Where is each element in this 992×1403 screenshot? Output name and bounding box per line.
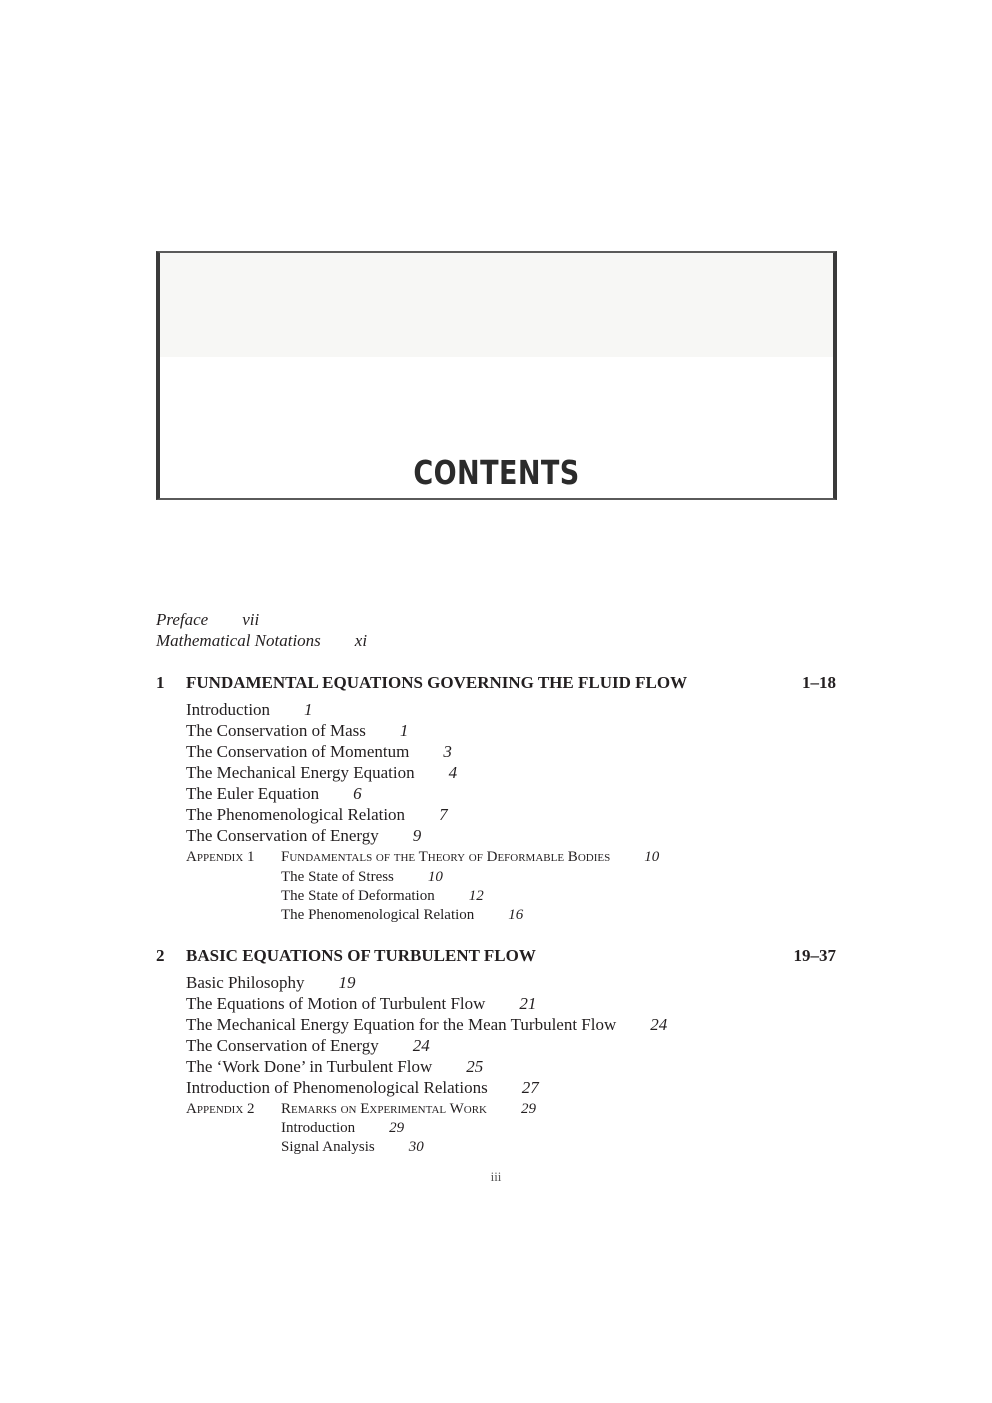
toc-entry-label: Introduction: [281, 1120, 356, 1136]
contents-title-box: [156, 251, 837, 500]
toc-entry: [186, 806, 448, 823]
toc-entry-page: 30: [408, 1139, 424, 1155]
toc-entry-page: 7: [439, 805, 448, 824]
toc-entry: [186, 827, 421, 844]
chapter-1-number: 1: [156, 673, 165, 692]
toc-entry-page: 4: [448, 763, 458, 782]
toc-entry-page: 3: [443, 742, 452, 761]
toc-entry-label: The Phenomenological Relation: [281, 907, 475, 923]
toc-entry: [186, 722, 408, 739]
toc-entry-label: The Conservation of Mass: [186, 721, 366, 740]
toc-entry: [186, 1016, 667, 1033]
toc-entry-label: The Conservation of Energy: [186, 826, 379, 845]
appendix-2-label: Appendix 2: [186, 1101, 255, 1117]
toc-subentry: [281, 870, 443, 885]
toc-entry-label: The Mechanical Energy Equation: [186, 763, 415, 782]
toc-entry-label: The ‘Work Done’ in Turbulent Flow: [186, 1057, 433, 1076]
toc-subentry: [281, 1121, 404, 1136]
toc-front-preface: [156, 611, 259, 628]
chapter-2-pages: 19–37: [793, 946, 836, 965]
toc-entry-label: Signal Analysis: [281, 1139, 375, 1155]
toc-entry-page: 1: [399, 721, 409, 740]
toc-entry-label: Preface: [156, 610, 209, 629]
toc-entry-label: The Mechanical Energy Equation for the Mean Turbulent Flow: [186, 1015, 617, 1034]
chapter-2-title: BASIC EQUATIONS OF TURBULENT FLOW: [186, 946, 536, 965]
appendix-page: 10: [644, 849, 660, 865]
toc-entry: [186, 701, 313, 718]
toc-entry: [186, 1079, 539, 1096]
appendix-1-label: Appendix 1: [186, 849, 255, 865]
toc-entry-page: 19: [338, 973, 356, 992]
toc-entry: [186, 1037, 430, 1054]
toc-entry: [186, 995, 536, 1012]
toc-entry-page: 27: [521, 1078, 539, 1097]
toc-entry-page: 12: [468, 888, 484, 904]
toc-entry-page: 9: [412, 826, 422, 845]
toc-subentry: [281, 908, 523, 923]
toc-entry-page: 1: [304, 700, 313, 719]
toc-entry-label: Introduction of Phenomenological Relations: [186, 1078, 488, 1097]
appendix-title-text: Fundamentals of the Theory of Deformable Bodies: [281, 849, 611, 865]
appendix-2-title: [281, 1101, 536, 1118]
appendix-title-text: Remarks on Experimental Work: [281, 1101, 487, 1117]
toc-entry-label: The Phenomenological Relation: [186, 805, 406, 824]
toc-entry-label: Introduction: [186, 700, 271, 719]
toc-entry-page: 10: [427, 869, 443, 885]
toc-entry: [186, 743, 452, 760]
toc-entry: [186, 764, 457, 781]
toc-entry-page: 24: [412, 1036, 430, 1055]
chapter-1-title: FUNDAMENTAL EQUATIONS GOVERNING THE FLUID FLOW: [186, 673, 688, 692]
toc-entry-label: The Conservation of Energy: [186, 1036, 379, 1055]
page-title: CONTENTS: [413, 453, 580, 492]
toc-entry-page: vii: [242, 610, 260, 629]
toc-entry-page: 25: [466, 1057, 484, 1076]
toc-entry-page: 6: [353, 784, 362, 803]
toc-entry: [186, 785, 362, 802]
toc-entry-label: Basic Philosophy: [186, 973, 305, 992]
toc-entry-page: 16: [508, 907, 524, 923]
toc-entry-page: 29: [389, 1120, 405, 1136]
toc-entry-label: The Equations of Motion of Turbulent Flow: [186, 994, 486, 1013]
toc-subentry: [281, 1140, 424, 1155]
page-number: iii: [490, 1169, 502, 1184]
chapter-2-number: 2: [156, 946, 165, 965]
appendix-1-title: [281, 849, 659, 866]
toc-entry-label: Mathematical Notations: [156, 631, 321, 650]
toc-entry-page: 21: [519, 994, 537, 1013]
toc-entry-label: The State of Deformation: [281, 888, 435, 904]
toc-entry-label: The Conservation of Momentum: [186, 742, 410, 761]
toc-entry: [186, 974, 356, 991]
toc-entry-page: xi: [354, 631, 368, 650]
appendix-page: 29: [521, 1101, 536, 1117]
toc-subentry: [281, 889, 484, 904]
toc-entry-label: The Euler Equation: [186, 784, 320, 803]
chapter-1-pages: 1–18: [802, 673, 836, 692]
toc-entry-label: The State of Stress: [281, 869, 394, 885]
title-box-shade: [160, 253, 833, 357]
toc-front-notations: [156, 632, 367, 649]
toc-entry: [186, 1058, 483, 1075]
toc-entry-page: 24: [650, 1015, 668, 1034]
